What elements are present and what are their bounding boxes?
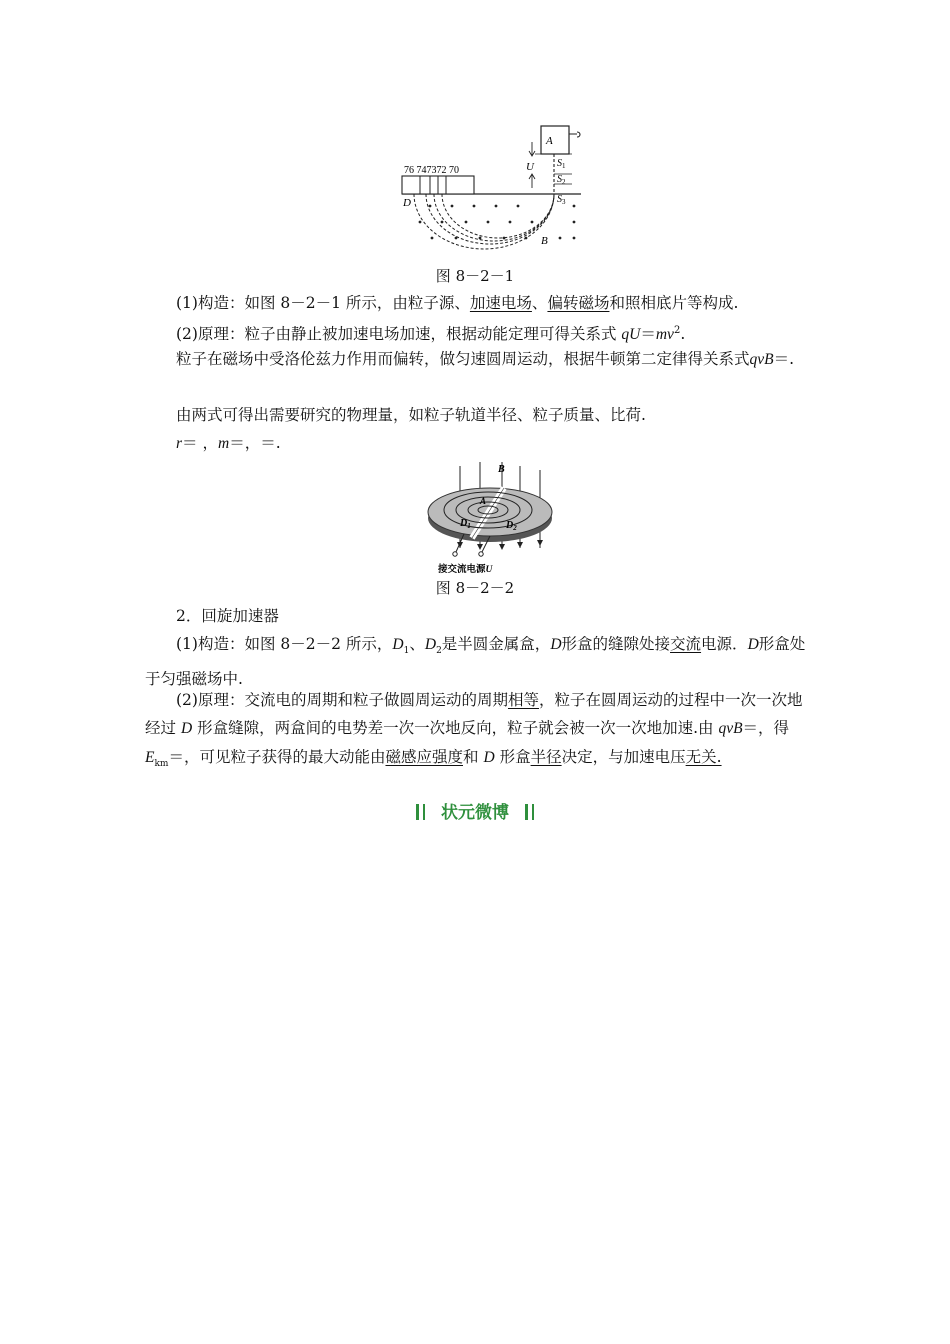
fig1-sub2: 2 — [562, 178, 566, 186]
fig1-label-d: D — [403, 197, 411, 209]
fig1-sub3: 3 — [562, 198, 566, 206]
section1-paragraph1: (1)构造：如图 8－2－1 所示，由粒子源、加速电场、偏转磁场和照相底片等构成. — [176, 294, 739, 312]
fig2-source-label: 接交流电源 — [438, 565, 486, 575]
svg-text:接交流电源U: 接交流电源U — [438, 565, 493, 575]
fig2-label-d1: D — [460, 518, 468, 529]
underline-radius: 半径 — [530, 748, 562, 766]
underline-unrelated: 无关. — [685, 748, 722, 766]
section2-heading: 2．回旋加速器 — [176, 607, 279, 625]
underline-accelerating-field: 加速电场 — [469, 294, 532, 312]
figure2-caption: 图 8－2－2 — [435, 579, 515, 597]
section1-paragraph3: 粒子在磁场中受洛伦兹力作用而偏转，做匀速圆周运动，根据牛顿第二定律得关系式qvB＝. — [176, 350, 795, 368]
section1-paragraph2: (2)原理：粒子由静止被加速电场加速，根据动能定理可得关系式 $qU=mv^2$. — [176, 325, 686, 344]
underline-equal: 相等 — [507, 691, 539, 709]
svg-text:D1: $D_1$ — [460, 518, 471, 530]
section1-paragraph5: r＝ ，m＝，＝. — [176, 434, 281, 452]
underline-magnetic-induction: 磁感应强度 — [385, 748, 463, 766]
fig1-label-s1: S — [557, 158, 562, 169]
svg-text:S2 — [557, 174, 566, 186]
fig1-label-s2: S — [557, 174, 562, 185]
fig1-scale-labels: 76 747372 70 — [404, 165, 459, 176]
svg-text:S3 — [557, 194, 566, 206]
section2-paragraph1: (1)构造：如图 8－2－2 所示，$D_1$、$D_2$是半圆金属盒，D形盒的缝隙处接交流电源．D形盒处于匀强磁场中. — [145, 635, 806, 689]
section2-paragraph2: (2)原理：交流电的周期和粒子做圆周运动的周期相等，粒子在圆周运动的过程中一次一次地经过 D 形盒缝隙，两盒间的电势差一次一次地反向，粒子就会被一次一次地加速.由 qvB＝，得 $E_{km}=$，可见粒子获得的最大动能由磁感应强度和 D 形盒半径决定，与加速电压无关. — [145, 691, 803, 770]
mass-spectrometer-figure — [396, 122, 596, 262]
fig2-label-a: A — [480, 496, 487, 506]
fig2-label-b: B — [498, 464, 505, 475]
section-banner — [0, 798, 950, 823]
fig1-sub1: 1 — [562, 162, 566, 170]
fig1-label-b: B — [541, 235, 548, 247]
fig1-label-u: U — [526, 161, 534, 173]
cyclotron-figure — [420, 460, 560, 578]
fig1-label-a: A — [546, 135, 553, 147]
banner-left-bars-icon — [414, 803, 427, 823]
fig2-label-d2: D — [506, 520, 514, 531]
underline-ac: 交流 — [670, 635, 702, 653]
fig1-label-s3: S — [557, 194, 562, 205]
banner-title: 状元微博 — [441, 803, 509, 823]
underline-deflecting-field: 偏转磁场 — [547, 294, 610, 312]
banner-right-bars-icon — [523, 803, 536, 823]
svg-text:S1 — [557, 158, 566, 170]
figure1-caption: 图 8－2－1 — [435, 267, 515, 285]
svg-text:D2: $D_2$ — [506, 520, 517, 532]
section1-paragraph4: 由两式可得出需要研究的物理量，如粒子轨道半径、粒子质量、比荷. — [176, 406, 646, 424]
